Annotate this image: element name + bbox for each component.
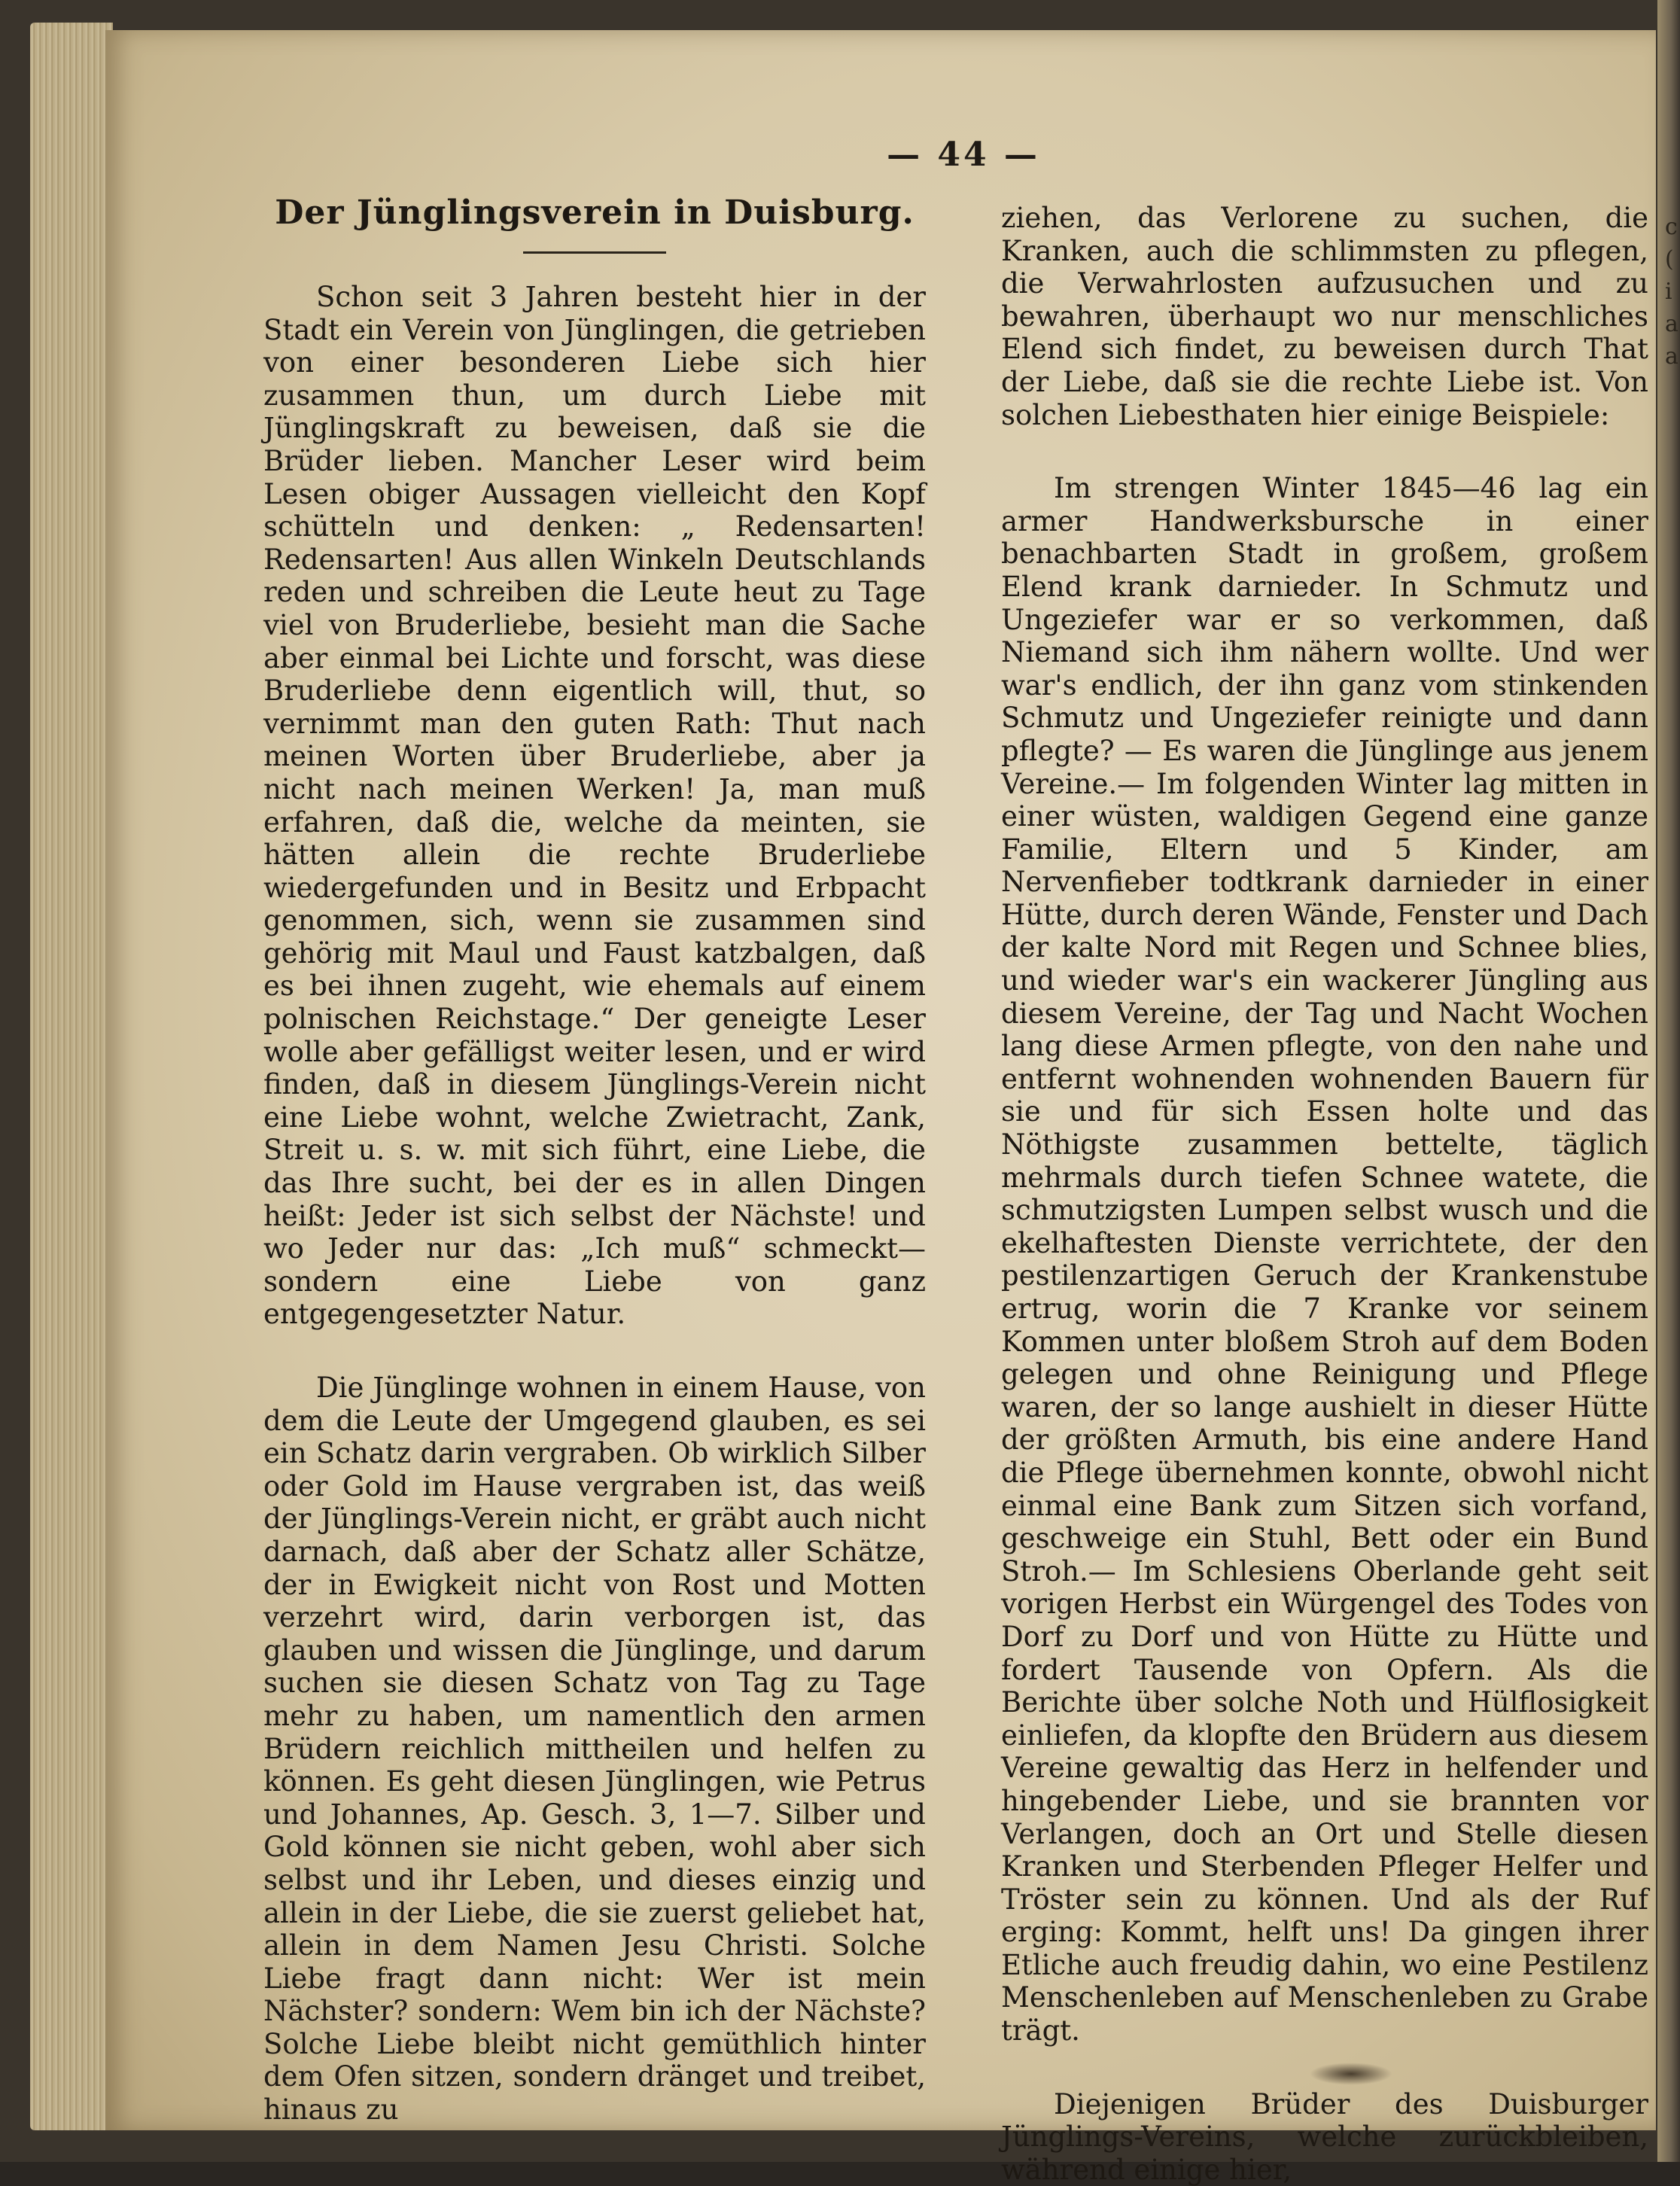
ink-smudge — [1310, 2063, 1392, 2085]
article-title: Der Jünglingsverein in Duisburg. — [275, 193, 915, 232]
page-number: — 44 — — [887, 135, 1040, 174]
paragraph-4: Im strengen Winter 1845—46 lag ein armer Handwerksbursche in einer benachbarten Stadt in großem, großem Elend krank darnieder. In Schmutz und Ungeziefer war er so verkommen, daß Niemand sich ihm nähern wollte. Und wer war's endlich, der ihn ganz vom stinkenden Schmutz und Ungeziefer reinigte und dann pflegte? — Es waren die Jünglinge aus jenem Vereine.— Im folgenden Winter lag mitten in einer wüsten, waldigen Gegend eine ganze Familie, Eltern und 5 Kinder, am Nervenfieber todtkrank darnieder in einer Hütte, durch deren Wände, Fenster und Dach der kalte Nord mit Regen und Schnee blies, und wieder war's ein wackerer Jüngling aus diesem Vereine, der Tag und Nacht Wochen lang diese Armen pflegte, von den nahe und entfernt wohnenden wohnenden Bauern für sie und für sich Essen holte und das Nöthigste zusammen bettelte, täglich mehrmals durch tiefen Schnee watete, die schmutzigsten Lumpen selbst wusch und die ekelhaftesten Dienste verrichtete, der den pestilenzartigen Geruch der Krankenstube ertrug, worin die 7 Kranke vor seinem Kommen unter bloßem Stroh auf dem Boden gelegen und ohne Reinigung und Pflege waren, der so lange aushielt in dieser Hütte der größten Armuth, bis eine andere Hand die Pflege übernehmen konnte, obwohl nicht einmal eine Bank zum Sitzen sich vorfand, geschweige ein Stuhl, Bett oder ein Bund Stroh.— Im Schlesiens Oberlande geht seit vorigen Herbst ein Würgengel des Todes von Dorf zu Dorf und von Hütte zu Hütte und fordert Tausende von Opfern. Als die Berichte über solche Noth und Hülflosigkeit einliefen, da klopfte den Brüdern aus diesem Vereine gewaltig das Herz in helfender und hingebender Liebe, und sie brannten vor Verlangen, doch an Ort und Stelle diesen Kranken und Sterbenden Pfleger Helfer und Tröster sein zu können. Und als der Ruf erging: Kommt, helft uns! Da gingen ihrer Etliche auch freudig dahin, wo eine Pestilenz Menschenleben auf Menschenleben zu Grabe trägt. — [1001, 472, 1648, 2047]
right-column — [1001, 202, 1648, 2186]
left-column — [263, 194, 926, 2127]
paragraph-5: Diejenigen Brüder des Duisburger Jünglings-Vereins, welche zurückbleiben, während einige hier, — [1001, 2087, 1648, 2186]
adjacent-page-fragment: c ( i a a — [1665, 214, 1678, 370]
paragraph-1: Schon seit 3 Jahren besteht hier in der Stadt ein Verein von Jünglingen, die getrieben von einer besonderen Liebe sich hier zusammen thun, um durch Liebe mit Jünglingskraft zu beweisen, daß sie die Brüder lieben. Mancher Leser wird beim Lesen obiger Aussagen vielleicht den Kopf schütteln und denken: „ Redensarten! Redensarten! Aus allen Winkeln Deutschlands reden und schreiben die Leute heut zu Tage viel von Bruderliebe, besieht man die Sache aber einmal bei Lichte und forscht, was diese Bruderliebe denn eigentlich will, thut, so vernimmt man den guten Rath: Thut nach meinen Worten über Bruderliebe, aber ja nicht nach meinen Werken! Ja, man muß erfahren, daß die, welche da meinten, sie hätten allein die rechte Bruderliebe wiedergefunden und in Besitz und Erbpacht genommen, sich, wenn sie zusammen sind gehörig mit Maul und Faust katzbalgen, daß es bei ihnen zugeht, wie ehemals auf einem polnischen Reichstage.“ Der geneigte Leser wolle aber gefälligst weiter lesen, und er wird finden, daß in diesem Jünglings-Verein nicht eine Liebe wohnt, welche Zwietracht, Zank, Streit u. s. w. mit sich führt, eine Liebe, die das Ihre sucht, bei der es in allen Dingen heißt: Jeder ist sich selbst der Nächste! und wo Jeder nur das: „Ich muß“ schmeckt— sondern eine Liebe von ganz entgegengesetzter Natur. — [263, 281, 926, 1331]
paragraph-2: Die Jünglinge wohnen in einem Hause, von dem die Leute der Umgegend glauben, es sei ein Schatz darin vergraben. Ob wirklich Silber oder Gold im Hause vergraben ist, das weiß der Jünglings-Verein nicht, er gräbt auch nicht darnach, daß aber der Schatz aller Schätze, der in Ewigkeit nicht von Rost und Motten verzehrt wird, darin verborgen ist, das glauben und wissen die Jünglinge, und darum suchen sie diesen Schatz von Tag zu Tage mehr zu haben, um namentlich den armen Brüdern reichlich mittheilen und helfen zu können. Es geht diesen Jünglingen, wie Petrus und Johannes, Ap. Gesch. 3, 1—7. Silber und Gold können sie nicht geben, wohl aber sich selbst und ihr Leben, und dieses einzig und allein in der Liebe, die sie zuerst geliebet hat, allein in dem Namen Jesu Christi. Solche Liebe fragt dann nicht: Wer ist mein Nächster? sondern: Wem bin ich der Nächste? Solche Liebe bleibt nicht gemüthlich hinter dem Ofen sitzen, sondern dränget und treibet, hinaus zu — [263, 1372, 926, 2127]
paragraph-3: ziehen, das Verlorene zu suchen, die Kranken, auch die schlimmsten zu pflegen, die Verwahrlosten aufzusuchen und zu bewahren, überhaupt wo nur menschliches Elend sich findet, zu beweisen durch That der Liebe, daß sie die rechte Liebe ist. Von solchen Liebesthaten hier einige Beispiele: — [1001, 202, 1648, 431]
title-rule — [523, 251, 666, 254]
book-page-edges — [30, 23, 113, 2130]
